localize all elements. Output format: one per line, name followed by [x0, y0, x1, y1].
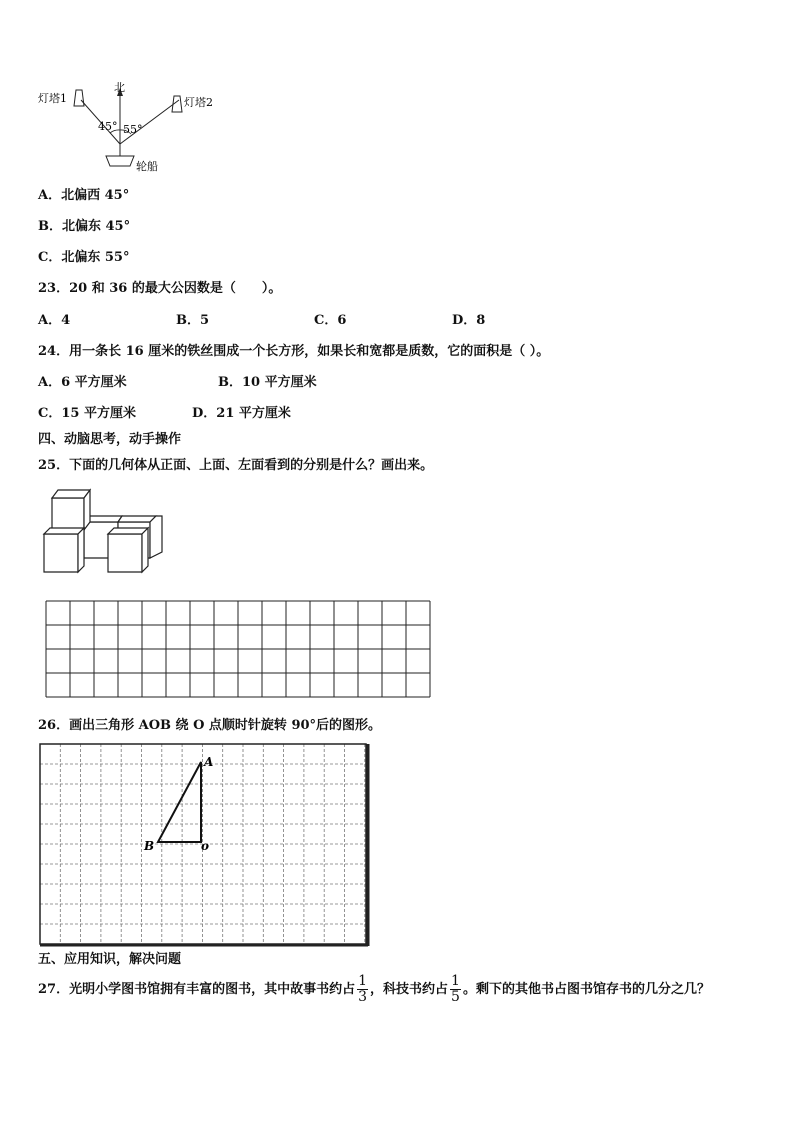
q22-option-c: C．北偏东 55° — [38, 250, 130, 265]
lighthouse-1-label: 灯塔1 — [38, 92, 67, 105]
lighthouse-2-label: 灯塔2 — [184, 96, 213, 109]
label-b: B — [144, 839, 155, 853]
q24-option-d: D．21 平方厘米 — [192, 406, 291, 421]
fraction-one-third: $\frac{1}{3}$ — [358, 973, 368, 1005]
triangle-aob — [158, 762, 201, 842]
q23-option-a: A．4 — [38, 313, 71, 328]
q27-part1: 27．光明小学图书馆拥有丰富的图书，其中故事书约占 — [38, 982, 356, 997]
section-4-heading: 四、动脑思考，动手操作 — [38, 432, 182, 447]
angle-right-label: 55° — [123, 123, 143, 136]
q24-option-c: C．15 平方厘米 — [38, 406, 136, 421]
fraction-one-fifth: $\frac{1}{5}$ — [451, 973, 460, 1005]
q22-option-a: A．北偏西 45° — [38, 188, 130, 203]
q24-question: 24．用一条长 16 厘米的铁丝围成一个长方形，如果长和宽都是质数，它的面积是（ ）。 — [38, 344, 550, 359]
compass-figure — [36, 78, 236, 178]
angle-left-label: 45° — [98, 120, 118, 133]
q24-option-b: B．10 平方厘米 — [218, 375, 317, 390]
q27-question — [38, 974, 710, 1006]
north-label: 北 — [114, 81, 125, 94]
q27-part2: ，科技书约占 — [370, 982, 449, 997]
q25-question: 25．下面的几何体从正面、上面、左面看到的分别是什么？画出来。 — [38, 458, 434, 473]
cube-figure — [40, 486, 164, 578]
q23-option-b: B．5 — [176, 313, 210, 328]
ship-label: 轮船 — [136, 160, 158, 173]
q23-option-c: C．6 — [314, 313, 347, 328]
q27-part3: 。剩下的其他书占图书馆存书的几分之几？ — [462, 982, 710, 997]
q26-rotation-grid[interactable] — [38, 742, 370, 948]
section-5-heading: 五、应用知识，解决问题 — [38, 952, 182, 967]
q25-answer-grid[interactable] — [45, 600, 431, 698]
lighthouse-1-icon — [74, 90, 84, 106]
ship-icon — [106, 156, 134, 166]
q22-option-b: B．北偏东 45° — [38, 219, 131, 234]
lighthouse-2-icon — [172, 96, 182, 112]
q26-question: 26．画出三角形 AOB 绕 O 点顺时针旋转 90°后的图形。 — [38, 718, 382, 733]
label-o: o — [201, 839, 210, 853]
q23-question: 23．20 和 36 的最大公因数是（ ）。 — [38, 281, 282, 296]
q23-option-d: D．8 — [452, 313, 486, 328]
q24-option-a: A．6 平方厘米 — [38, 375, 127, 390]
label-a: A — [204, 755, 214, 769]
